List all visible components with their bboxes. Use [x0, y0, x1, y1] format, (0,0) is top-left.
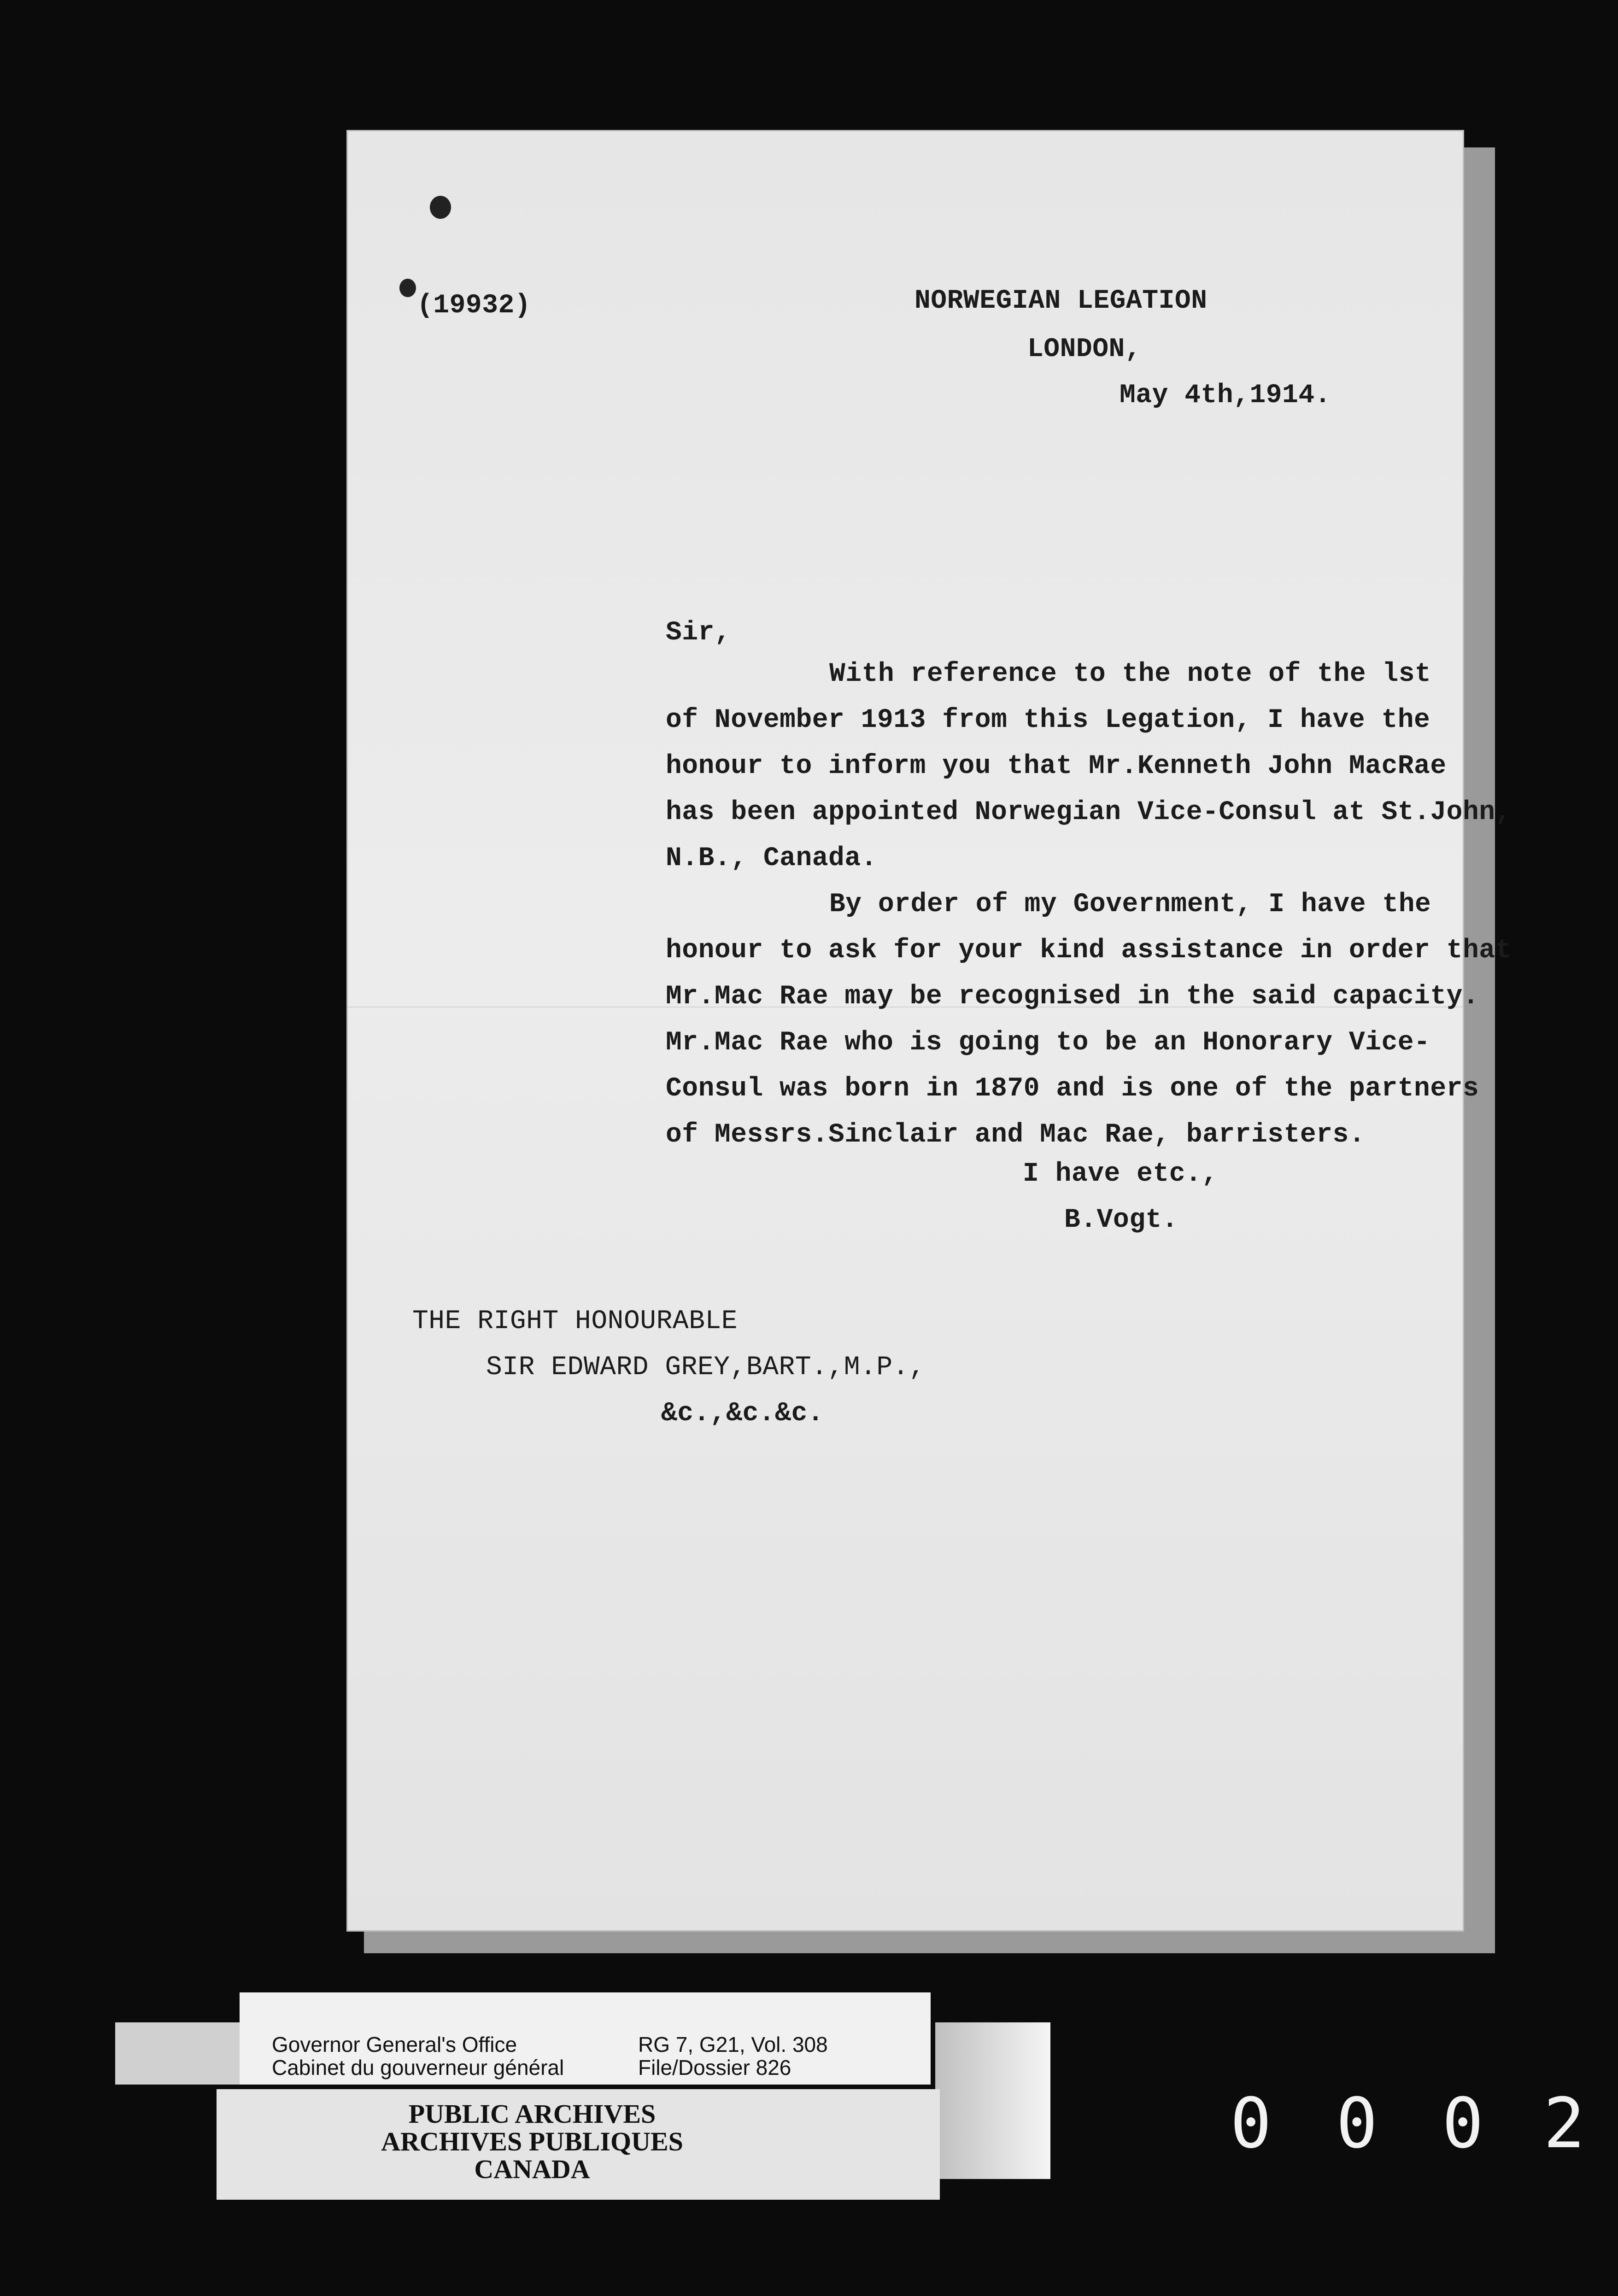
body-line: With reference to the note of the lst: [829, 659, 1431, 689]
office-french: Cabinet du gouverneur général: [272, 2056, 564, 2079]
body-line: has been appointed Norwegian Vice-Consul at St.John,: [666, 797, 1512, 827]
record-group: RG 7, G21, Vol. 308: [638, 2032, 828, 2056]
archive-reference-label: [240, 1992, 931, 2085]
body-line: N.B., Canada.: [666, 843, 877, 873]
archives-stamp: [217, 2089, 940, 2200]
body-line: honour to ask for your kind assistance in order that: [666, 936, 1512, 966]
body-line: Mr.Mac Rae who is going to be an Honorary Vice-: [666, 1028, 1430, 1058]
body-line: By order of my Government, I have the: [829, 890, 1431, 920]
addressee-title: THE RIGHT HONOURABLE: [412, 1306, 738, 1336]
body-line: Mr.Mac Rae may be recognised in the said capacity.: [666, 982, 1479, 1012]
label-strip-right: [935, 2022, 1050, 2179]
frame-digit: 2: [1543, 2084, 1585, 2164]
punch-hole-top: [430, 196, 451, 219]
body-line: of Messrs.Sinclair and Mac Rae, barristers.: [666, 1120, 1366, 1150]
addressee-name: SIR EDWARD GREY,BART.,M.P.,: [486, 1353, 926, 1382]
body-line: honour to inform you that Mr.Kenneth John MacRae: [666, 751, 1447, 781]
frame-digit: 0: [1442, 2084, 1484, 2164]
letter-page: [348, 131, 1512, 1930]
stamp-line-2: ARCHIVES PUBLIQUES: [381, 2126, 683, 2156]
stamp-line-1: PUBLIC ARCHIVES: [408, 2099, 656, 2129]
file-number: File/Dossier 826: [638, 2056, 791, 2079]
file-reference: (19932): [417, 291, 531, 321]
body-line: of November 1913 from this Legation, I have the: [666, 705, 1430, 735]
letterhead-city: LONDON,: [1027, 334, 1142, 364]
addressee-etc: &c.,&c.&c.: [661, 1399, 824, 1429]
salutation: Sir,: [666, 618, 731, 648]
stamp-line-3: CANADA: [474, 2154, 590, 2184]
frame-digit: 0: [1230, 2084, 1272, 2164]
frame-digit: 0: [1336, 2084, 1378, 2164]
closing: I have etc.,: [1023, 1159, 1218, 1189]
label-strip-left: [115, 2022, 242, 2085]
signature: B.Vogt.: [1064, 1205, 1178, 1235]
body-line: Consul was born in 1870 and is one of the partners: [666, 1074, 1479, 1104]
office-english: Governor General's Office: [272, 2032, 517, 2056]
punch-hole-ref: [399, 279, 416, 297]
letter-date: May 4th,1914.: [1120, 381, 1331, 410]
letterhead-legation: NORWEGIAN LEGATION: [915, 286, 1208, 316]
